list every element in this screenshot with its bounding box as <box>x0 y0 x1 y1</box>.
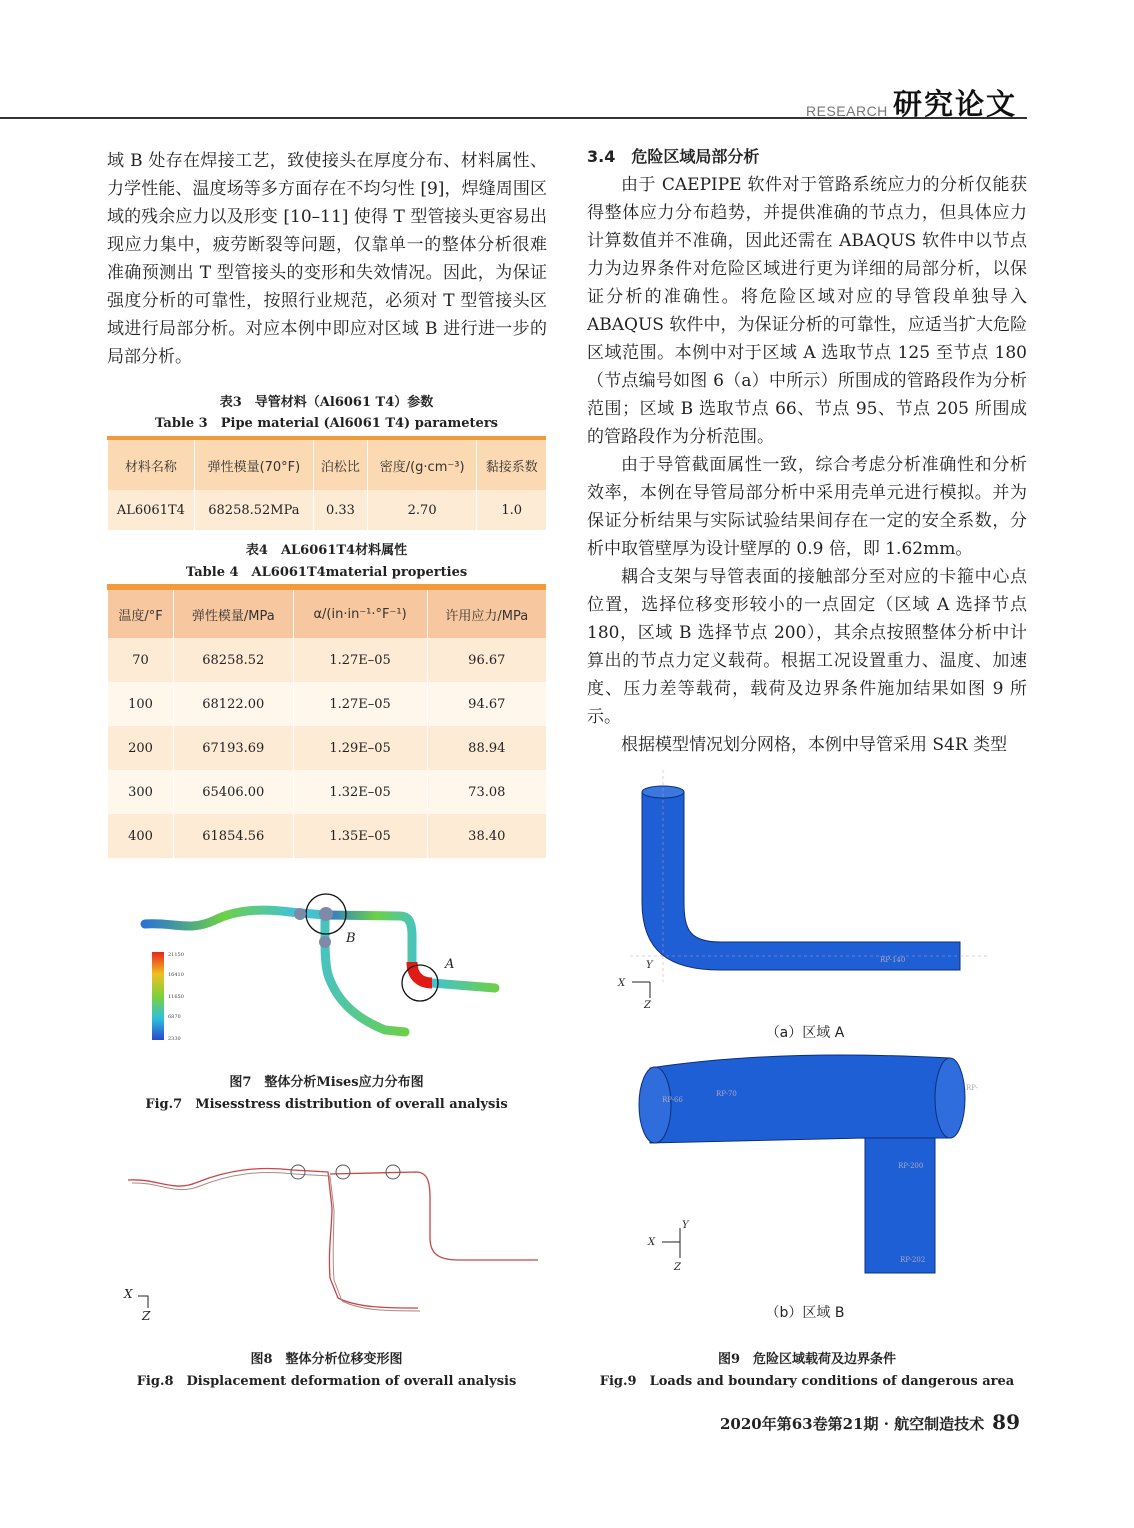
table4-header: 许用应力/MPa <box>427 587 546 638</box>
right-paragraph: 耦合支架与导管表面的接触部分至对应的卡箍中心点位置，选择位移变形较小的一点固定（区域 A 选择节点 180，区域 B 选择节点 200），其余点按照整体分析中计算出的节点力定义载荷。根据工况设置重力、温度、加速度、压力差等载荷，载荷及边界条件施加结果如图 9 所示。 <box>587 567 1027 727</box>
axis-triad <box>138 1296 148 1308</box>
left-column <box>107 147 547 371</box>
table4-cell: 94.67 <box>427 682 546 726</box>
fig8-caption-cn: 图8 整体分析位移变形图 <box>250 1352 403 1367</box>
table4-cell: 73.08 <box>427 770 546 814</box>
original-path <box>132 1173 420 1312</box>
header-section-cn: 研究论文 <box>893 87 1018 121</box>
fig9b-region-b-model <box>630 1048 990 1288</box>
table4-title-en: Table 4 AL6061T4material properties <box>185 565 468 580</box>
label-b: B <box>346 931 356 946</box>
table4-cell: 68258.52 <box>173 638 293 682</box>
table3-header: 材料名称 <box>108 438 195 490</box>
rp-label: RP- <box>966 1084 978 1092</box>
fig7-stress-plot <box>120 880 520 1060</box>
left-paragraph: 域 B 处存在焊接工艺，致使接头在厚度分布、材料属性、力学性能、温度场等多方面存在不均匀性 [9]，焊缝周围区域的残余应力以及形变 [10–11] 使得 T 型管接头更容易出现应力集中，疲劳断裂等问题，仅靠单一的整体分析很难准确预测出 T 型管接头的变形和失效情况。因此，为保证强度分析的可靠性，按照行业规范，必须对 T 型管接头区域进行局部分析。对应本例中即应对区域 B 进行进一步的局部分析。 <box>107 151 547 367</box>
colorbar-tick: 6870 <box>168 1014 181 1020</box>
right-paragraph: 由于导管截面属性一致，综合考虑分析准确性和分析效率，本例在导管局部分析中采用壳单元进行模拟。并为保证分析结果与实际试验结果间存在一定的安全系数，分析中取管壁厚为设计壁厚的 0.9 倍，即 1.62mm。 <box>587 455 1027 559</box>
axis-z-label: Z <box>142 1309 151 1323</box>
axis-triad <box>662 1228 680 1258</box>
table3-header: 泊松比 <box>314 438 368 490</box>
table3-cell: AL6061T4 <box>108 490 195 530</box>
table4-cell: 1.27E–05 <box>293 638 427 682</box>
pipe-elbow <box>642 792 960 970</box>
pipe-end <box>935 1058 965 1138</box>
page-number: 89 <box>992 1410 1021 1434</box>
table4-cell: 67193.69 <box>173 726 293 770</box>
table3-cell: 68258.52MPa <box>194 490 313 530</box>
table4-row <box>108 682 547 726</box>
table3-row <box>108 490 547 530</box>
table4-cell: 1.32E–05 <box>293 770 427 814</box>
section-title: 3.4 危险区域局部分析 <box>587 147 760 166</box>
rp-label: RP-140 <box>880 956 906 964</box>
table4-cell: 68122.00 <box>173 682 293 726</box>
rp-label: RP-70 <box>716 1090 737 1098</box>
right-column <box>587 143 1027 759</box>
fig8-caption-en: Fig.8 Displacement deformation of overall analysis <box>136 1374 517 1389</box>
page-footer <box>720 1410 1020 1434</box>
axis-y-label: Y <box>682 1220 689 1231</box>
table4-cell: 300 <box>108 770 174 814</box>
table4-cell: 96.67 <box>427 638 546 682</box>
axis-z-label: Z <box>644 1000 651 1011</box>
fig9-subcaption-b: （b）区域 B <box>765 1305 845 1321</box>
table3-title-cn: 表3 导管材料（Al6061 T4）参数 <box>219 395 434 410</box>
axis-x-label: X <box>618 978 626 989</box>
fig7-caption-en: Fig.7 Misesstress distribution of overall analysis <box>145 1097 508 1112</box>
fig9-caption-cn: 图9 危险区域载荷及边界条件 <box>717 1352 897 1367</box>
fig9a-region-a-model <box>610 762 1000 1012</box>
rp-label: RP-200 <box>898 1162 924 1170</box>
table4-cell: 1.29E–05 <box>293 726 427 770</box>
table4-cell: 1.35E–05 <box>293 814 427 858</box>
table3-cell: 0.33 <box>314 490 368 530</box>
axis-x-label: X <box>124 1287 133 1301</box>
table3-header: 密度/(g·cm⁻³) <box>367 438 477 490</box>
rp-label: RP-66 <box>662 1096 683 1104</box>
right-paragraph: 根据模型情况划分网格，本例中导管采用 S4R 类型 <box>621 735 1008 755</box>
label-a: A <box>445 957 455 972</box>
table4-cell: 100 <box>108 682 174 726</box>
table4-header: 弹性模量/MPa <box>173 587 293 638</box>
table4-row <box>108 726 547 770</box>
deformed-path <box>330 1172 538 1260</box>
table4-row <box>108 638 547 682</box>
colorbar-tick: 11650 <box>168 994 184 1000</box>
table4-header: 温度/°F <box>108 587 174 638</box>
table4-title-cn: 表4 AL6061T4材料属性 <box>245 543 408 558</box>
table4-cell: 1.27E–05 <box>293 682 427 726</box>
table4-header: α/(in·in⁻¹·°F⁻¹) <box>293 587 427 638</box>
joint <box>319 936 331 948</box>
axis-y-label: Y <box>646 960 653 971</box>
pipe-branch <box>865 1138 935 1273</box>
rp-label: RP-202 <box>900 1256 926 1264</box>
pipe-path <box>325 915 495 988</box>
table4-cell: 65406.00 <box>173 770 293 814</box>
joint <box>294 908 306 920</box>
fig8-displacement-plot <box>118 1148 548 1328</box>
colorbar-tick: 2330 <box>168 1036 181 1042</box>
colorbar <box>152 952 164 1040</box>
table4-cell: 88.94 <box>427 726 546 770</box>
header-section-en: RESEARCH <box>806 103 888 119</box>
table3-header-row <box>108 438 547 490</box>
table3 <box>107 436 546 530</box>
fig7-caption-cn: 图7 整体分析Mises应力分布图 <box>229 1075 424 1090</box>
table4-cell: 200 <box>108 726 174 770</box>
table4-cell: 38.40 <box>427 814 546 858</box>
axis-x-label: X <box>648 1237 656 1248</box>
table4 <box>107 584 546 858</box>
table4-cell: 70 <box>108 638 174 682</box>
right-paragraph: 由于 CAEPIPE 软件对于管路系统应力的分析仅能获得整体应力分布趋势，并提供准确的节点力，但具体应力计算数值并不准确，因此还需在 ABAQUS 软件中以节点力为边界条件对危险区域进行更为详细的局部分析，以保证分析的准确性。将危险区域对应的导管段单独导入 ABAQUS 软件中，为保证分析的可靠性，应适当扩大危险区域范围。本例中对于区域 A 选取节点 125 至节点 180（节点编号如图 6（a）中所示）所围成的管路段作为分析范围；区域 B 选取节点 66、节点 95、节点 205 所围成的管路段作为分析范围。 <box>587 175 1027 447</box>
deformed-path <box>128 1169 418 1309</box>
table4-row <box>108 814 547 858</box>
table3-header: 弹性模量(70°F) <box>194 438 313 490</box>
journal-info: 2020年第63卷第21期 · 航空制造技术 <box>720 1415 985 1433</box>
pipe-end <box>639 1067 671 1143</box>
table3-cell: 1.0 <box>477 490 546 530</box>
table4-cell: 61854.56 <box>173 814 293 858</box>
table3-title-en: Table 3 Pipe material (Al6061 T4) parameters <box>155 416 498 431</box>
colorbar-tick: 16410 <box>168 972 184 978</box>
axis-triad <box>632 982 650 998</box>
node-marker <box>336 1165 350 1179</box>
pipe-path <box>145 910 405 1032</box>
table4-header-row <box>108 587 547 638</box>
table4-cell: 400 <box>108 814 174 858</box>
table3-header: 黏接系数 <box>477 438 546 490</box>
fig9-caption-en: Fig.9 Loads and boundary conditions of dangerous area <box>599 1374 1015 1389</box>
table4-row <box>108 770 547 814</box>
node-marker <box>291 1165 305 1179</box>
axis-z-label: Z <box>674 1262 681 1273</box>
table3-cell: 2.70 <box>367 490 477 530</box>
colorbar-tick: 21150 <box>168 952 184 958</box>
joint <box>319 907 333 921</box>
fig9-subcaption-a: （a）区域 A <box>765 1025 845 1041</box>
